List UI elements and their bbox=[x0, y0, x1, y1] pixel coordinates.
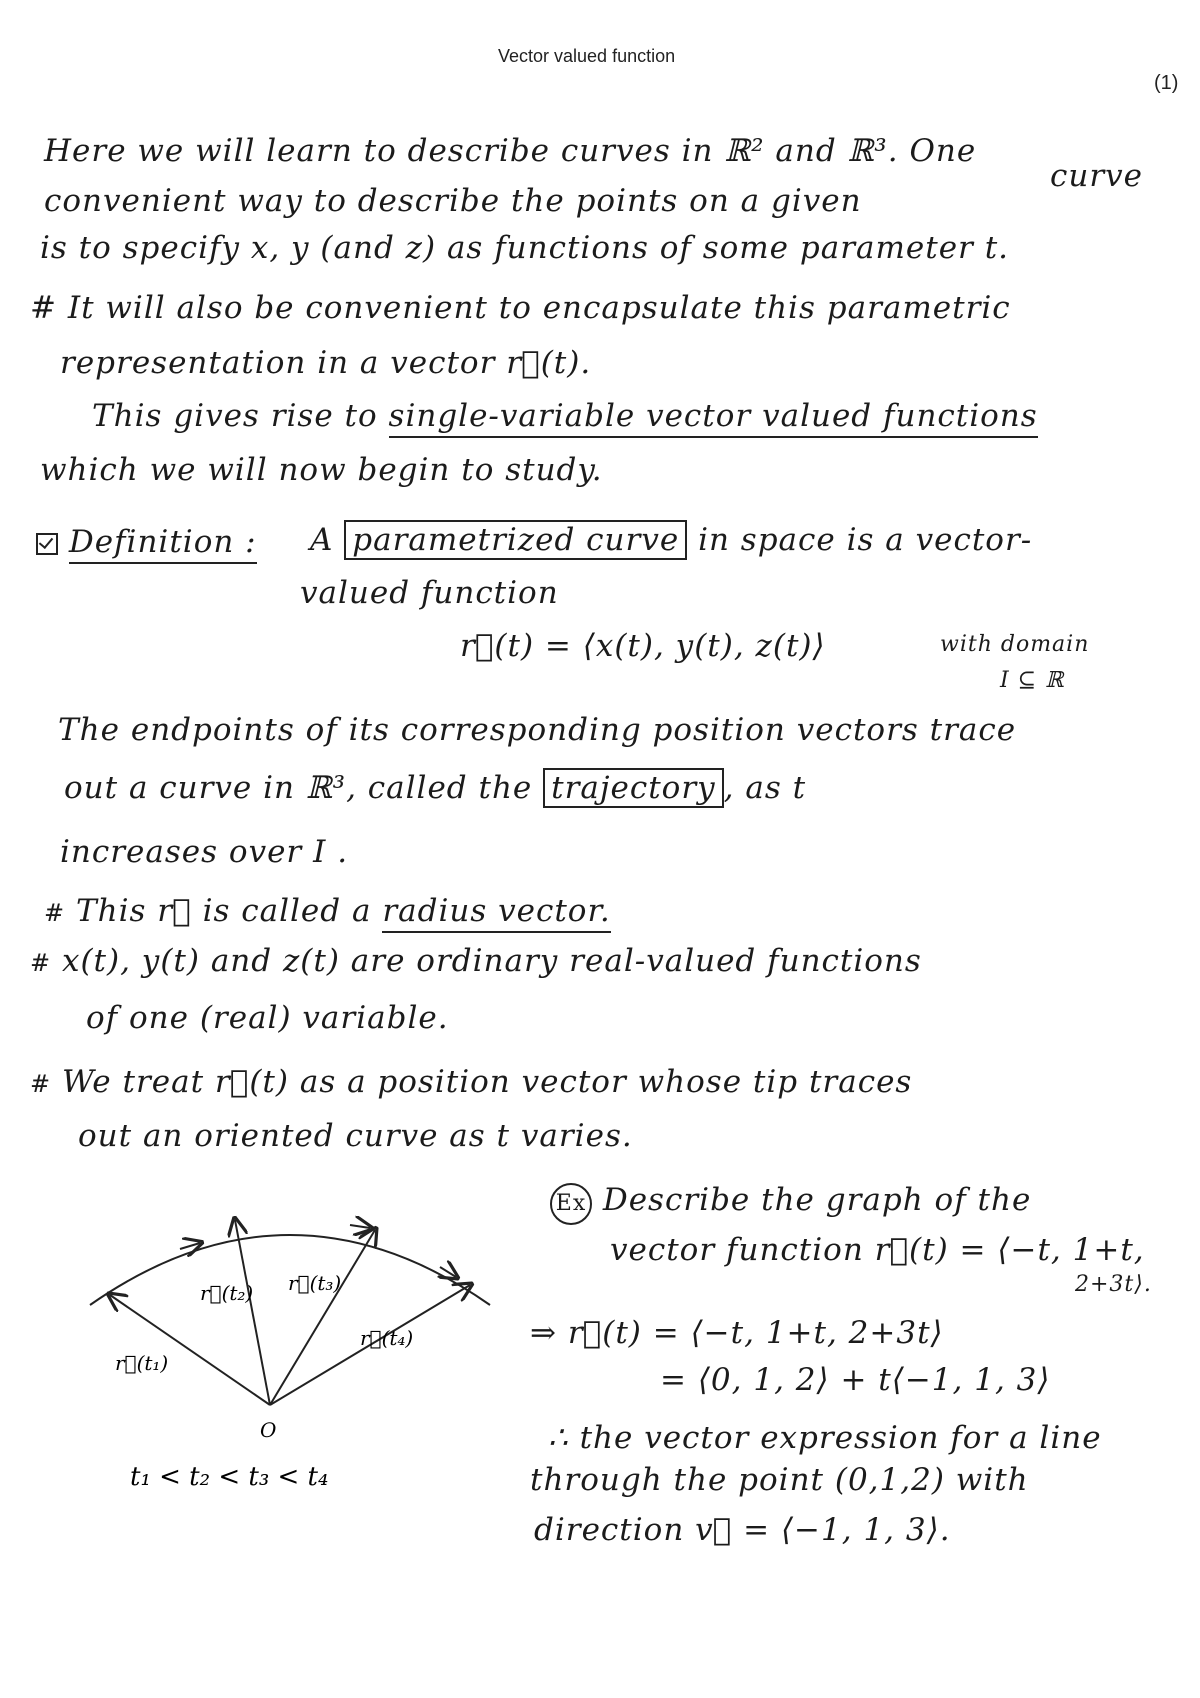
intro-line-3: is to specify x, y (and z) as functions of some parameter t. bbox=[40, 230, 1010, 266]
intro-line-5: representation in a vector r⃗(t). bbox=[60, 345, 592, 381]
intro-line-1b: curve bbox=[1050, 158, 1144, 194]
intro-line-6-text: This gives rise to bbox=[92, 398, 378, 434]
definition-formula: r⃗(t) = ⟨x(t), y(t), z(t)⟩ bbox=[460, 628, 826, 664]
definition-domain: with domain bbox=[940, 632, 1090, 657]
note-2-line-1: x(t), y(t) and z(t) are ordinary real-valued functions bbox=[61, 943, 922, 979]
note-1-text: This r⃗ is called a bbox=[75, 893, 372, 929]
endpoints-line-2 bbox=[64, 770, 806, 806]
note-1 bbox=[44, 893, 611, 929]
boxed-term-parametrized-curve: parametrized curve bbox=[344, 520, 687, 560]
page-title: Vector valued function bbox=[498, 46, 676, 66]
hash-mark: # bbox=[30, 1070, 52, 1098]
definition-domain-set: I ⊆ ℝ bbox=[1000, 668, 1065, 693]
conclusion-line-2: through the point (0,1,2) with bbox=[530, 1462, 1029, 1498]
boxed-term-trajectory: trajectory bbox=[543, 768, 724, 808]
solution-line-2: = ⟨0, 1, 2⟩ + t⟨−1, 1, 3⟩ bbox=[660, 1362, 1051, 1398]
note-3-line-2: out an oriented curve as t varies. bbox=[78, 1118, 633, 1154]
note-3 bbox=[30, 1064, 912, 1100]
curve-direction-arrow bbox=[350, 1225, 370, 1228]
page-number: (1) bbox=[1154, 72, 1179, 94]
radius-vector-t1 bbox=[110, 1295, 270, 1405]
note-2 bbox=[30, 943, 922, 979]
endpoints-line-1: The endpoints of its corresponding position vectors trace bbox=[58, 712, 1017, 748]
diagram-caption: t₁ < t₂ < t₃ < t₄ bbox=[130, 1462, 329, 1492]
definition-a: A bbox=[310, 522, 334, 558]
endpoints-line-2-post: , as t bbox=[723, 770, 807, 806]
example-line-1 bbox=[550, 1182, 1031, 1225]
hash-mark: # bbox=[44, 899, 66, 927]
intro-line-4: # It will also be convenient to encapsulate this parametric bbox=[30, 290, 1011, 326]
radius-vector-t2 bbox=[235, 1220, 270, 1405]
conclusion-line-3: direction v⃗ = ⟨−1, 1, 3⟩. bbox=[534, 1512, 951, 1548]
intro-line-6 bbox=[92, 398, 1038, 434]
intro-line-2: convenient way to describe the points on a given bbox=[44, 183, 862, 219]
origin-label: O bbox=[260, 1418, 277, 1442]
radius-vector-t3 bbox=[270, 1230, 375, 1405]
solution-line-1: ⇒ r⃗(t) = ⟨−t, 1+t, 2+3t⟩ bbox=[530, 1315, 944, 1351]
note-3-line-1: We treat r⃗(t) as a position vector whose tip traces bbox=[61, 1064, 913, 1100]
endpoints-line-2-mid: in ℝ³, called the bbox=[263, 770, 533, 806]
example-badge: Ex bbox=[550, 1183, 592, 1225]
trajectory-diagram bbox=[60, 1185, 520, 1515]
definition-line-1 bbox=[310, 522, 1032, 558]
label-r-t2: r⃗(t₂) bbox=[200, 1281, 254, 1305]
definition-heading bbox=[36, 524, 257, 560]
endpoints-line-2-pre: out a curve bbox=[64, 770, 253, 806]
example-text-1: Describe the graph of the bbox=[602, 1182, 1032, 1218]
example-line-2: vector function r⃗(t) = ⟨−t, 1+t, bbox=[610, 1232, 1145, 1268]
intro-line-7: which we will now begin to study. bbox=[40, 452, 603, 488]
definition-label: Definition : bbox=[69, 524, 257, 564]
conclusion-line-1: ∴ the vector expression for a line bbox=[548, 1420, 1102, 1456]
label-r-t1: r⃗(t₁) bbox=[115, 1351, 169, 1375]
note-1-underlined: radius vector. bbox=[382, 893, 610, 933]
checkbox-icon bbox=[36, 533, 58, 555]
intro-line-6-underlined: single-variable vector valued functions bbox=[389, 398, 1038, 438]
example-line-3: 2+3t⟩. bbox=[1075, 1272, 1152, 1297]
definition-rest-1: in space is a vector- bbox=[698, 522, 1033, 558]
intro-line-1: Here we will learn to describe curves in ℝ² and ℝ³. One bbox=[44, 133, 977, 169]
hash-mark: # bbox=[30, 949, 52, 977]
label-r-t4: r⃗(t₄) bbox=[360, 1326, 414, 1350]
definition-line-2: valued function bbox=[300, 575, 559, 611]
endpoints-line-3: increases over I . bbox=[60, 834, 349, 870]
curve-direction-arrow bbox=[180, 1243, 200, 1249]
label-r-t3: r⃗(t₃) bbox=[288, 1271, 342, 1295]
note-2-line-2: of one (real) variable. bbox=[86, 1000, 449, 1036]
